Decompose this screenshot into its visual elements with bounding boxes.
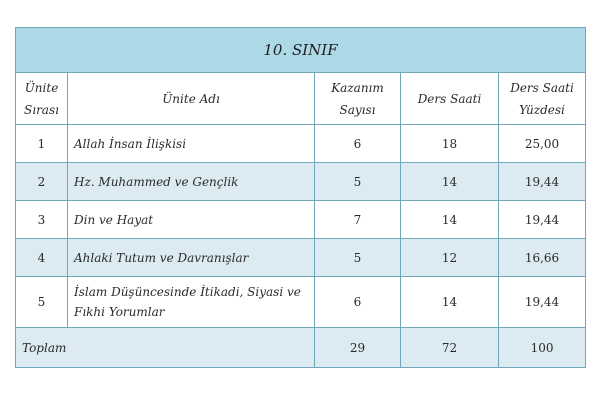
table-title: 10. SINIF (16, 28, 586, 73)
curriculum-table (15, 27, 586, 368)
row-pct: 19,44 (499, 277, 586, 328)
row-hours: 14 (401, 277, 499, 328)
row-hours: 18 (401, 125, 499, 163)
row-hours: 14 (401, 163, 499, 201)
row-no: 4 (16, 239, 68, 277)
row-hours: 14 (401, 201, 499, 239)
row-name: Hz. Muhammed ve Gençlik (68, 163, 315, 201)
row-pct: 25,00 (499, 125, 586, 163)
row-outcomes: 5 (315, 239, 401, 277)
total-row (16, 328, 586, 368)
header-unit-no-line1: Ünite (24, 80, 59, 95)
row-no: 1 (16, 125, 68, 163)
row-hours: 12 (401, 239, 499, 277)
table-row (16, 201, 586, 239)
row-outcomes: 6 (315, 125, 401, 163)
table-row (16, 239, 586, 277)
row-no: 5 (16, 277, 68, 328)
header-hours-pct-line2: Yüzdesi (519, 102, 565, 117)
row-name: Allah İnsan İlişkisi (68, 125, 315, 163)
row-no: 2 (16, 163, 68, 201)
header-unit-no (16, 73, 68, 125)
header-outcomes-line1: Kazanım (331, 80, 384, 95)
row-pct: 19,44 (499, 201, 586, 239)
row-pct: 19,44 (499, 163, 586, 201)
row-outcomes: 6 (315, 277, 401, 328)
row-name: İslam Düşüncesinde İtikadi, Siyasi ve Fıkhi Yorumlar (68, 277, 315, 328)
header-row (16, 73, 586, 125)
header-hours-pct (499, 73, 586, 125)
table-row (16, 277, 586, 328)
total-outcomes: 29 (315, 328, 401, 368)
row-name: Ahlaki Tutum ve Davranışlar (68, 239, 315, 277)
row-pct: 16,66 (499, 239, 586, 277)
table-row (16, 125, 586, 163)
header-unit-no-line2: Sırası (24, 102, 59, 117)
table-title-row (16, 28, 586, 73)
row-outcomes: 7 (315, 201, 401, 239)
header-hours: Ders Saati (401, 73, 499, 125)
header-outcomes (315, 73, 401, 125)
header-unit-name: Ünite Adı (68, 73, 315, 125)
table-row (16, 163, 586, 201)
row-no: 3 (16, 201, 68, 239)
total-pct: 100 (499, 328, 586, 368)
header-hours-pct-line1: Ders Saati (510, 80, 574, 95)
row-name: Din ve Hayat (68, 201, 315, 239)
total-label: Toplam (16, 328, 315, 368)
header-outcomes-line2: Sayısı (339, 102, 376, 117)
total-hours: 72 (401, 328, 499, 368)
row-outcomes: 5 (315, 163, 401, 201)
